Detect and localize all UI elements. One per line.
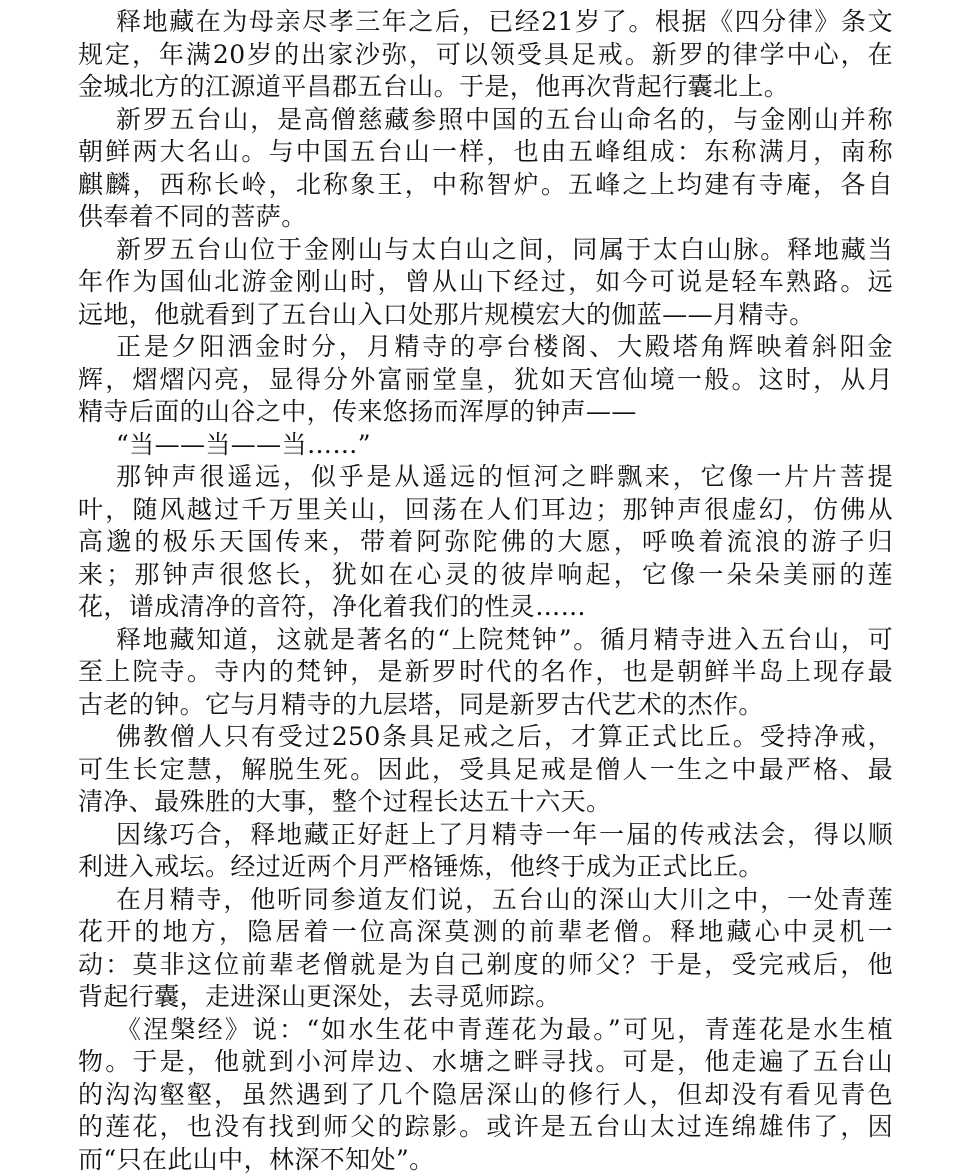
paragraph-line: 朝鲜两大名山。与中国五台山一样，也由五峰组成：东称满月，南称 (78, 136, 893, 169)
paragraph-line: 供奉着不同的菩萨。 (78, 201, 893, 234)
paragraph-line: 花开的地方，隐居着一位高深莫测的前辈老僧。释地藏心中灵机一 (78, 916, 893, 949)
paragraph-line: 正是夕阳洒金时分，月精寺的亭台楼阁、大殿塔角辉映着斜阳金 (78, 331, 893, 364)
paragraph (78, 721, 893, 819)
paragraph-line: “当——当——当……” (78, 429, 893, 462)
paragraph-line: 麒麟，西称长岭，北称象王，中称智炉。五峰之上均建有寺庵，各自 (78, 169, 893, 202)
paragraph (78, 6, 893, 104)
paragraph-line: 利进入戒坛。经过近两个月严格锤炼，他终于成为正式比丘。 (78, 851, 893, 884)
paragraph-line: 远地，他就看到了五台山入口处那片规模宏大的伽蓝——月精寺。 (78, 299, 893, 332)
paragraph (78, 104, 893, 234)
paragraph (78, 429, 893, 462)
paragraph-line: 那钟声很遥远，似乎是从遥远的恒河之畔飘来，它像一片片菩提 (78, 461, 893, 494)
paragraph-line: 来；那钟声很悠长，犹如在心灵的彼岸响起，它像一朵朵美丽的莲 (78, 559, 893, 592)
paragraph-line: 年作为国仙北游金刚山时，曾从山下经过，如今可说是轻车熟路。远 (78, 266, 893, 299)
paragraph-line: 金城北方的江源道平昌郡五台山。于是，他再次背起行囊北上。 (78, 71, 893, 104)
paragraph-line: 新罗五台山位于金刚山与太白山之间，同属于太白山脉。释地藏当 (78, 234, 893, 267)
paragraph-line: 《涅槃经》说：“如水生花中青莲花为最。”可见，青莲花是水生植 (78, 1014, 893, 1047)
paragraph-line: 的莲花，也没有找到师父的踪影。或许是五台山太过连绵雄伟了，因 (78, 1111, 893, 1144)
paragraph-line: 规定，年满20岁的出家沙弥，可以领受具足戒。新罗的律学中心，在 (78, 39, 893, 72)
paragraph-line: 辉，熠熠闪亮，显得分外富丽堂皇，犹如天宫仙境一般。这时，从月 (78, 364, 893, 397)
paragraph-line: 新罗五台山，是高僧慈藏参照中国的五台山命名的，与金刚山并称 (78, 104, 893, 137)
paragraph-line: 清净、最殊胜的大事，整个过程长达五十六天。 (78, 786, 893, 819)
paragraph-line: 动：莫非这位前辈老僧就是为自己剃度的师父？于是，受完戒后，他 (78, 949, 893, 982)
paragraph-line: 精寺后面的山谷之中，传来悠扬而浑厚的钟声—— (78, 396, 893, 429)
paragraph-line: 释地藏知道，这就是著名的“上院梵钟”。循月精寺进入五台山，可 (78, 624, 893, 657)
paragraph-line: 物。于是，他就到小河岸边、水塘之畔寻找。可是，他走遍了五台山 (78, 1046, 893, 1079)
paragraph-line: 可生长定慧，解脱生死。因此，受具足戒是僧人一生之中最严格、最 (78, 754, 893, 787)
paragraph (78, 331, 893, 429)
paragraph-line: 至上院寺。寺内的梵钟，是新罗时代的名作，也是朝鲜半岛上现存最 (78, 656, 893, 689)
paragraph-line: 在月精寺，他听同参道友们说，五台山的深山大川之中，一处青莲 (78, 884, 893, 917)
paragraph (78, 234, 893, 332)
paragraph-line: 释地藏在为母亲尽孝三年之后，已经21岁了。根据《四分律》条文 (78, 6, 893, 39)
paragraph-line: 因缘巧合，释地藏正好赶上了月精寺一年一届的传戒法会，得以顺 (78, 819, 893, 852)
article-body (78, 6, 893, 1176)
paragraph-line: 花，谱成清净的音符，净化着我们的性灵…… (78, 591, 893, 624)
paragraph-line: 的沟沟壑壑，虽然遇到了几个隐居深山的修行人，但却没有看见青色 (78, 1079, 893, 1112)
paragraph-line: 佛教僧人只有受过250条具足戒之后，才算正式比丘。受持净戒， (78, 721, 893, 754)
paragraph (78, 819, 893, 884)
paragraph-line: 叶，随风越过千万里关山，回荡在人们耳边；那钟声很虚幻，仿佛从 (78, 494, 893, 527)
paragraph-line: 背起行囊，走进深山更深处，去寻觅师踪。 (78, 981, 893, 1014)
paragraph-line: 高邈的极乐天国传来，带着阿弥陀佛的大愿，呼唤着流浪的游子归 (78, 526, 893, 559)
paragraph-line: 古老的钟。它与月精寺的九层塔，同是新罗古代艺术的杰作。 (78, 689, 893, 722)
paragraph (78, 884, 893, 1014)
paragraph-line: 而“只在此山中，林深不知处”。 (78, 1144, 893, 1176)
paragraph (78, 461, 893, 624)
paragraph (78, 624, 893, 722)
paragraph (78, 1014, 893, 1176)
